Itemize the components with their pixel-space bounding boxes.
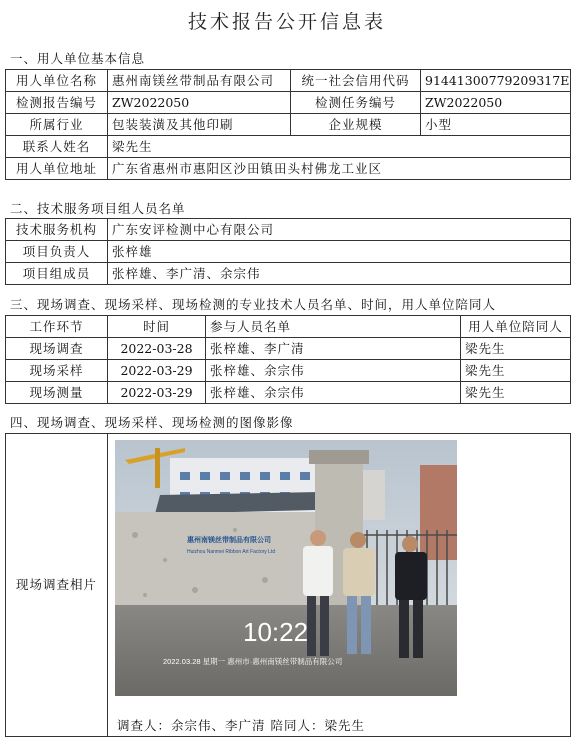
table-row: [6, 219, 571, 241]
contact-name: 梁先生: [108, 136, 571, 158]
project-leader: 张梓雄: [108, 241, 571, 263]
company-companion: 梁先生: [461, 338, 571, 360]
column-header: 用人单位陪同人: [461, 316, 571, 338]
label-cell: 技术服务机构: [6, 219, 108, 241]
site-survey-photo: [115, 440, 457, 696]
photo-label: 现场调查相片: [6, 434, 108, 737]
photo-caption: 调查人：余宗伟、李广清 陪同人：梁先生: [117, 718, 365, 733]
section3-heading: 三、现场调查、现场采样、现场检测的专业技术人员名单、时间，用人单位陪同人: [10, 297, 497, 312]
participants: 张梓雄、李广清: [206, 338, 461, 360]
company-info-table: [5, 69, 571, 180]
participants: 张梓雄、余宗伟: [206, 360, 461, 382]
section1-heading: 一、用人单位基本信息: [10, 51, 146, 66]
table-row: [6, 158, 571, 180]
section2-heading: 二、技术服务项目组人员名单: [10, 201, 186, 216]
table-row: [6, 92, 571, 114]
page-title: 技术报告公开信息表: [187, 11, 386, 33]
table-row: [6, 70, 571, 92]
label-cell: 联系人姓名: [6, 136, 108, 158]
project-team-table: [5, 218, 571, 285]
label-cell: 所属行业: [6, 114, 108, 136]
section4-heading: 四、现场调查、现场采样、现场检测的图像影像: [10, 415, 294, 430]
company-size: 小型: [421, 114, 571, 136]
task-number: ZW2022050: [421, 92, 571, 114]
column-header: 时间: [108, 316, 206, 338]
work-stage: 现场采样: [6, 360, 108, 382]
tall-building: [420, 465, 457, 560]
fieldwork-table: [5, 315, 571, 404]
sign-text: 惠州南镁丝带制品有限公司: [187, 537, 271, 544]
table-row: [6, 382, 571, 404]
table-row: [6, 241, 571, 263]
work-date: 2022-03-29: [108, 382, 206, 404]
photo-stamp: 2022.03.28 星期一 惠州市·惠州南镁丝带制品有限公司: [163, 657, 343, 666]
table-header-row: [6, 316, 571, 338]
table-row: [6, 263, 571, 285]
photo-illustration: [115, 440, 457, 696]
label-cell: 用人单位名称: [6, 70, 108, 92]
label-cell: 企业规模: [291, 114, 421, 136]
company-companion: 梁先生: [461, 360, 571, 382]
column-header: 参与人员名单: [206, 316, 461, 338]
credit-code: 91441300779209317E: [421, 70, 571, 92]
table-row: [6, 338, 571, 360]
label-cell: 检测任务编号: [291, 92, 421, 114]
label-cell: 项目组成员: [6, 263, 108, 285]
participants: 张梓雄、余宗伟: [206, 382, 461, 404]
sign-text-en: Huizhou Nanmei Ribbon Art Factory Ltd: [187, 549, 276, 555]
table-row: [6, 136, 571, 158]
service-agency: 广东安评检测中心有限公司: [108, 219, 571, 241]
column-header: 工作环节: [6, 316, 108, 338]
work-date: 2022-03-28: [108, 338, 206, 360]
crane-mast: [155, 448, 160, 488]
label-cell: 用人单位地址: [6, 158, 108, 180]
work-stage: 现场测量: [6, 382, 108, 404]
table-row: [6, 360, 571, 382]
company-companion: 梁先生: [461, 382, 571, 404]
label-cell: 统一社会信用代码: [291, 70, 421, 92]
report-number: ZW2022050: [108, 92, 291, 114]
company-name: 惠州南镁丝带制品有限公司: [108, 70, 291, 92]
label-cell: 检测报告编号: [6, 92, 108, 114]
table-row: [6, 114, 571, 136]
team-members: 张梓雄、李广清、余宗伟: [108, 263, 571, 285]
industry: 包装装潢及其他印刷: [108, 114, 291, 136]
company-address: 广东省惠州市惠阳区沙田镇田头村佛龙工业区: [108, 158, 571, 180]
label-cell: 项目负责人: [6, 241, 108, 263]
work-stage: 现场调查: [6, 338, 108, 360]
work-date: 2022-03-29: [108, 360, 206, 382]
photo-time: 10:22: [243, 617, 309, 647]
